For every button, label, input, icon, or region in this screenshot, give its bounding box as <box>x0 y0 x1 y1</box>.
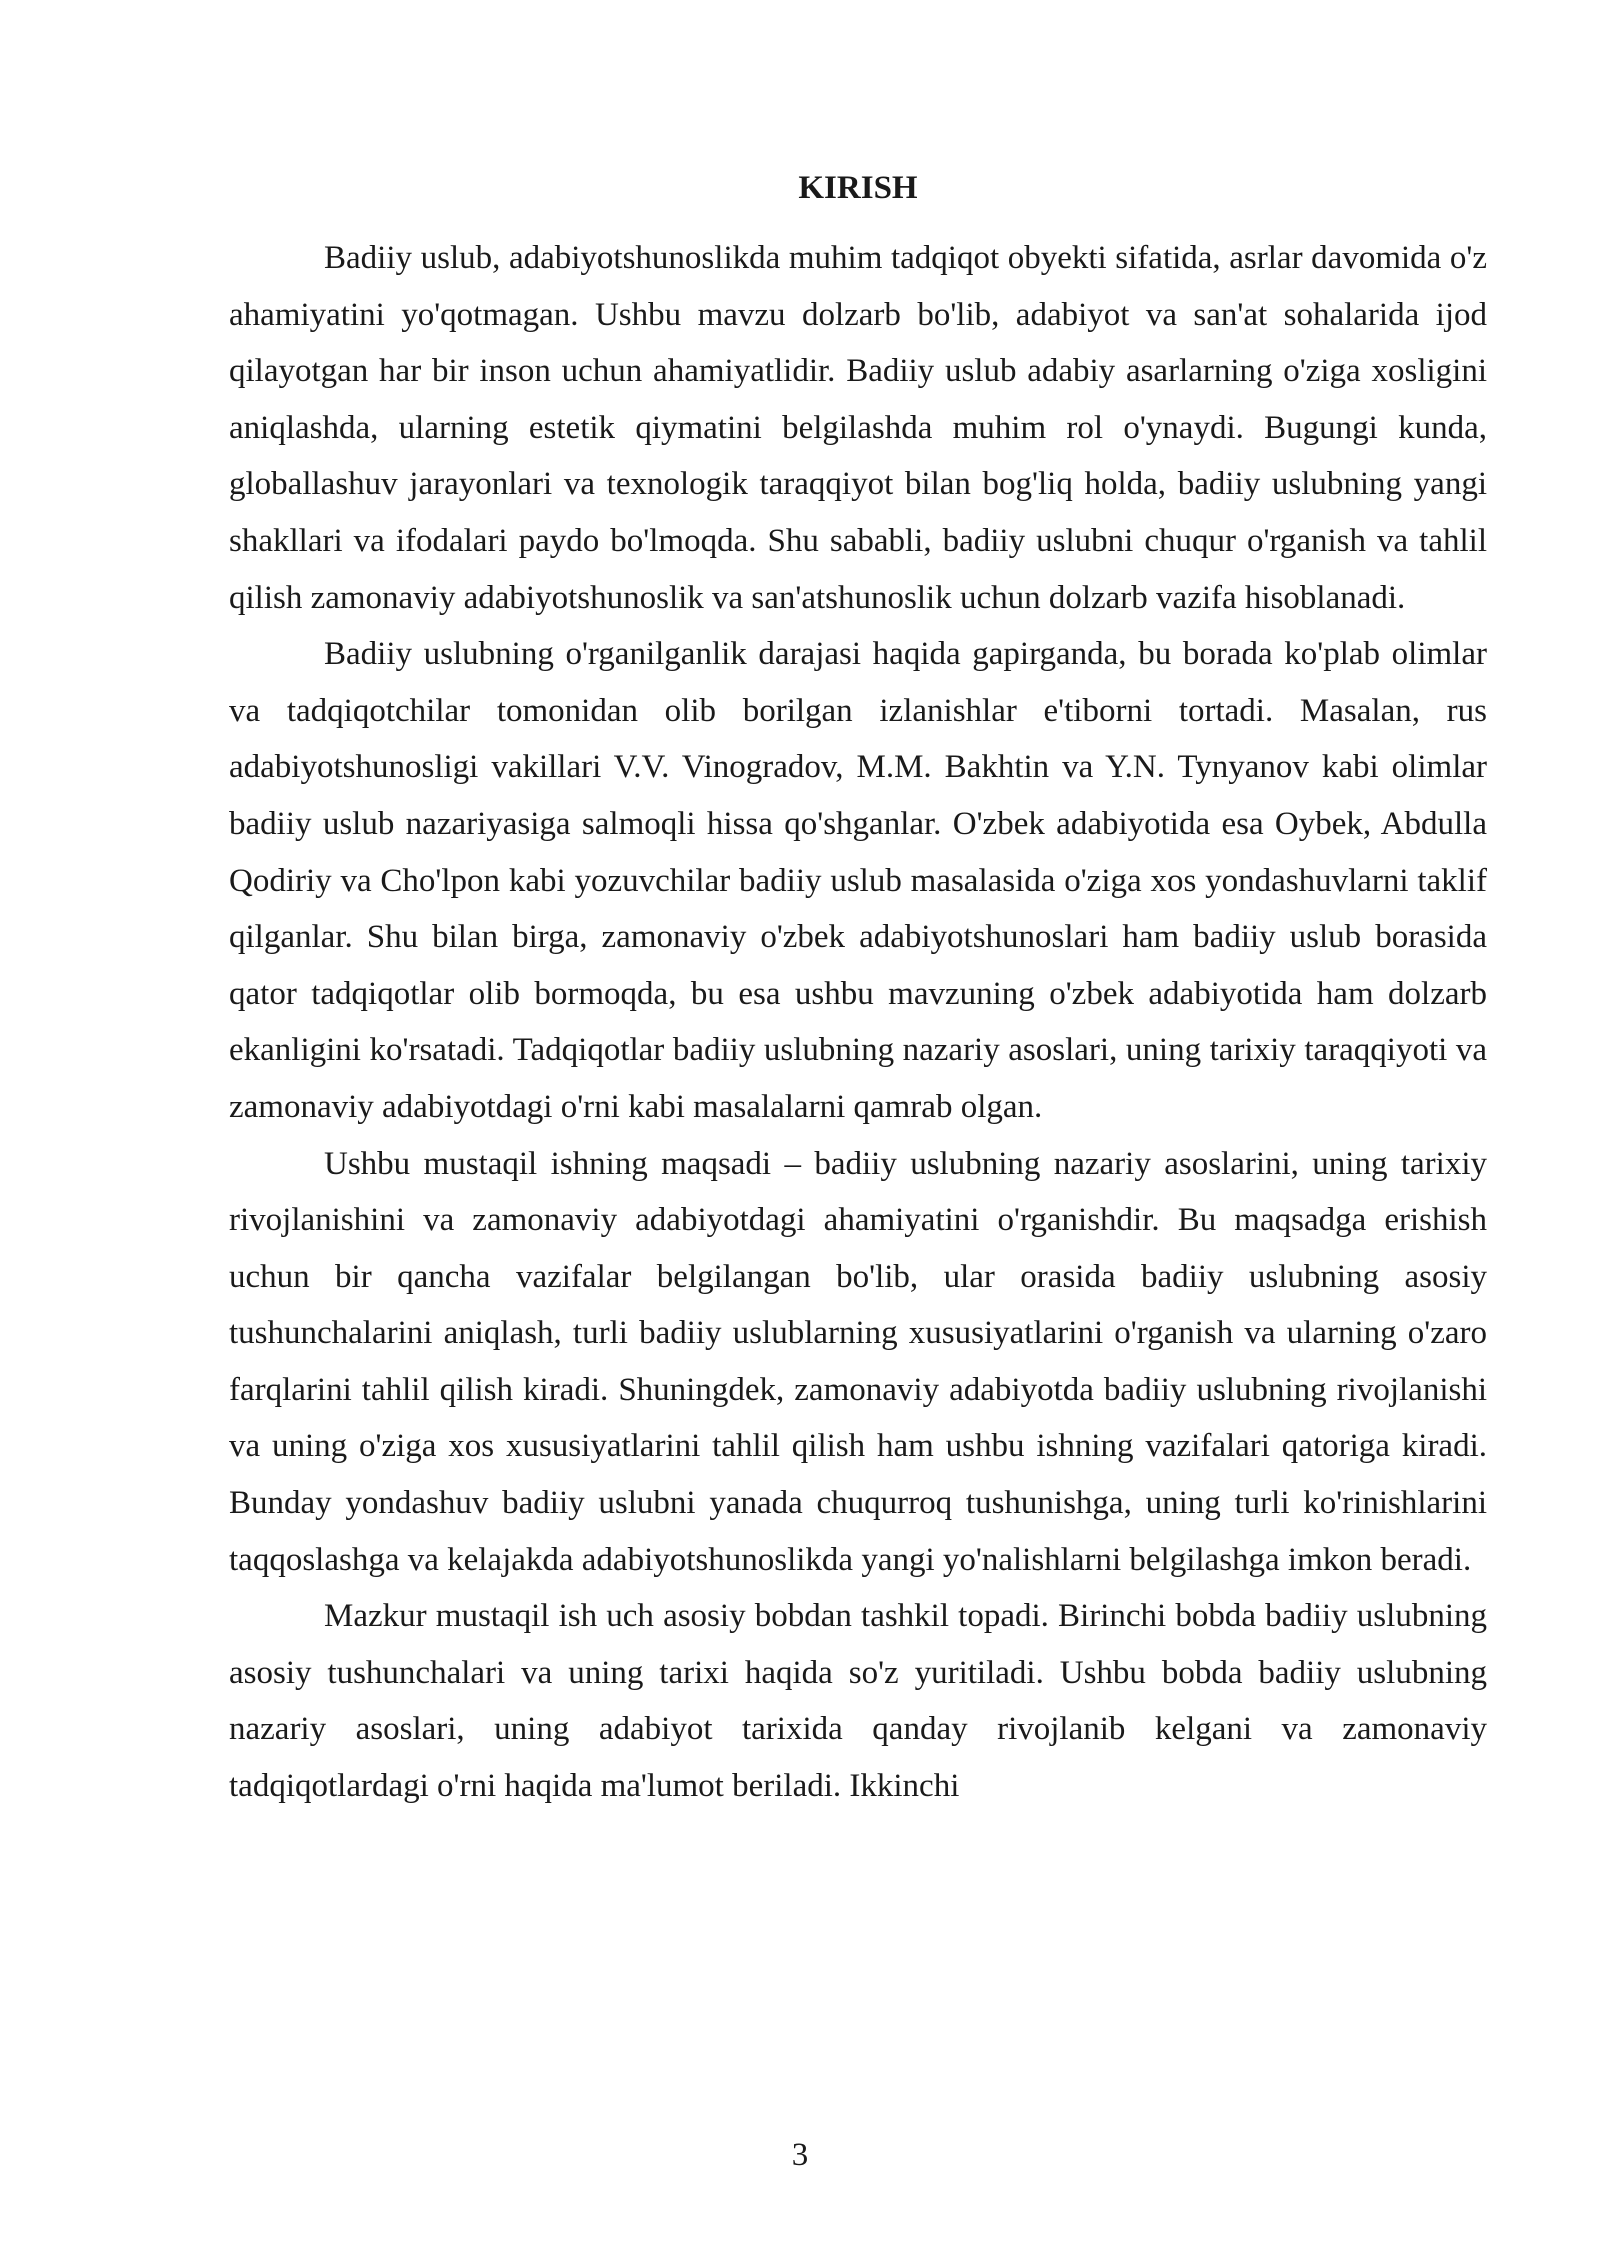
section-title: KIRISH <box>798 170 918 206</box>
page-content <box>229 160 1487 1815</box>
paragraph-introduction: Badiiy uslub, adabiyotshunoslikda muhim tadqiqot obyekti sifatida, asrlar davomida o'z ahamiyatini yo'qotmagan. Ushbu mavzu dolzarb bo'lib, adabiyot va san'at sohalarida ijod qilayotgan har bir inson uchun ahamiyatlidir. Badiiy uslub adabiy asarlarning o'ziga xosligini aniqlashda, ularning estetik qiymatini belgilashda muhim rol o'ynaydi. Bugungi kunda, globallashuv jarayonlari va texnologik taraqqiyot bilan bog'liq holda, badiiy uslubning yangi shakllari va ifodalari paydo bo'lmoqda. Shu sababli, badiiy uslubni chuqur o'rganish va tahlil qilish zamonaviy adabiyotshunoslik va san'atshunoslik uchun dolzarb vazifa hisoblanadi. <box>229 240 1487 616</box>
paragraph-goal-and-tasks: Ushbu mustaqil ishning maqsadi – badiiy uslubning nazariy asoslarini, uning tarixiy rivojlanishini va zamonaviy adabiyotdagi ahamiyatini o'rganishdir. Bu maqsadga erishish uchun bir qancha vazifalar belgilangan bo'lib, ular orasida badiiy uslubning asosiy tushunchalarini aniqlash, turli badiiy uslublarning xususiyatlarini o'rganish va ularning o'zaro farqlarini tahlil qilish kiradi. Shuningdek, zamonaviy adabiyotda badiiy uslubning rivojlanishi va uning o'ziga xos xususiyatlarini tahlil qilish ham ushbu ishning vazifalari qatoriga kiradi. Bunday yondashuv badiiy uslubni yanada chuqurroq tushunishga, uning turli ko'rinishlarini taqqoslashga va kelajakda adabiyotshunoslikda yangi yo'nalishlarni belgilashga imkon beradi. <box>229 1145 1487 1578</box>
paragraph-structure: Mazkur mustaqil ish uch asosiy bobdan tashkil topadi. Birinchi bobda badiiy uslubning asosiy tushunchalari va uning tarixi haqida so'z yuritiladi. Ushbu bobda badiiy uslubning nazariy asoslari, uning adabiyot tarixida qanday rivojlanib kelgani va zamonaviy tadqiqotlardagi o'rni haqida ma'lumot beriladi. Ikkinchi <box>229 1598 1487 1805</box>
paragraph-research-level: Badiiy uslubning o'rganilganlik darajasi haqida gapirganda, bu borada ko'plab olimlar va tadqiqotchilar tomonidan olib borilgan izlanishlar e'tiborni tortadi. Masalan, rus adabiyotshunosligi vakillari V.V. Vinogradov, M.M. Bakhtin va Y.N. Tynyanov kabi olimlar badiiy uslub nazariyasiga salmoqli hissa qo'shganlar. O'zbek adabiyotida esa Oybek, Abdulla Qodiriy va Cho'lpon kabi yozuvchilar badiiy uslub masalasida o'ziga xos yondashuvlarni taklif qilganlar. Shu bilan birga, zamonaviy o'zbek adabiyotshunoslari ham badiiy uslub borasida qator tadqiqotlar olib bormoqda, bu esa ushbu mavzuning o'zbek adabiyotida ham dolzarb ekanligini ko'rsatadi. Tadqiqotlar badiiy uslubning nazariy asoslari, uning tarixiy taraqqiyoti va zamonaviy adabiyotdagi o'rni kabi masalalarni qamrab olgan. <box>229 636 1487 1125</box>
page-number: 3 <box>791 2137 809 2173</box>
